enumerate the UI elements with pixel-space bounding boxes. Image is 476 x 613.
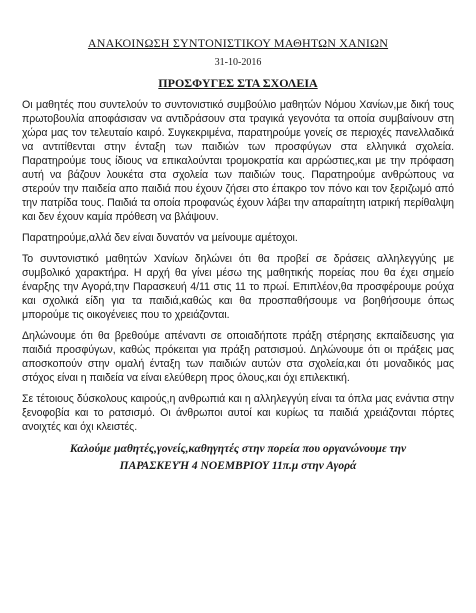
paragraph-actions: Το συντονιστικό μαθητών Χανίων δηλώνει ότι θα προβεί σε δράσεις αλληλεγγύης με συμβολικό χαρακτήρα. Η αρχή θα γίνει μέσω της μαθητικής πορείας που θα έχει σημείο έναρξης την Αγορά,την Παρασκευή 4/11 στις 11 το πρωί. Επιπλέον,θα προσφέρουμε ρούχα και σχολικά είδη για τα παιδιά,καθώς και θα προσπαθήσουμε να βοηθήσουμε όπως μπορούμε τις οικογένειες που το χρειάζονται. <box>22 253 454 321</box>
announcement-heading: ΑΝΑΚΟΙΝΩΣΗ ΣΥΝΤΟΝΙΣΤΙΚΟΥ ΜΑΘΗΤΩΝ ΧΑΝΙΩΝ <box>87 36 389 50</box>
closing-line-date: ΠΑΡΑΣΚΕΥΉ 4 ΝΟΕΜΒΡΙΟΥ 11π.μ στην Αγορά <box>119 460 357 472</box>
paragraph-observation: Παρατηρούμε,αλλά δεν είναι δυνατόν να μείνουμε αμέτοχοι. <box>22 232 298 244</box>
closing-call <box>22 441 454 475</box>
announcement-date: 31-10-2016 <box>214 57 262 68</box>
announcement-title: ΠΡΟΣΦΥΓΕΣ ΣΤΑ ΣΧΟΛΕΙΑ <box>158 76 318 90</box>
closing-line-invitation: Καλούμε μαθητές,γονείς,καθηγητές στην πορεία που οργανώνουμε την <box>69 443 407 455</box>
paragraph-solidarity: Σε τέτοιους δύσκολους καιρούς,η ανθρωπιά και η αλληλεγγύη είναι τα όπλα μας ενάντια στην ξενοφοβία και το ρατσισμό. Οι άνθρωποι αυτοί και κυρίως τα παιδιά χρειάζονται πόρτες ανοιχτές και όχι κλειστές. <box>22 393 454 433</box>
paragraph-intro: Οι μαθητές που συντελούν το συντονιστικό συμβούλιο μαθητών Νόμου Χανίων,με δική τους πρωτοβουλία αποφάσισαν να αντιδράσουν στα τραγικά γεγονότα τα οποία συμβαίνουν στη χώρα μας τον τελευταίο καιρό. Συγκεκριμένα, παρατηρούμε γονείς σε περιοχές πανελλαδικά να αντιτίθενται στην ένταξη των παιδιών των προσφύγων στα ελληνικά σχολεία. Παρατηρούμε τους ίδιους να επικαλούνται τρομοκρατία και αρρώστιες,και με την πρόφαση αυτή να βάζουν λουκέτα στα σχολεία των παιδιών τους. Παρατηρούμε ανθρώπους να στερούν την παιδεία απο παιδιά που έχουν ζήσει στο έπακρο τον πόνο και τον ξεριζωμό από την πατρίδα τους. Παιδιά τα οποία προφανώς έχουν λάβει την απαραίτητη ιατρική περίθαλψη και δεν έχουν καμία πρόθεση να βλάψουν. <box>22 99 454 223</box>
paragraph-declaration: Δηλώνουμε ότι θα βρεθούμε απέναντι σε οποιαδήποτε πράξη στέρησης εκπαίδευσης για παιδιά προσφύγων, καθώς πρόκειται για πράξη ρατσισμού. Δηλώνουμε ότι οι πράξεις μας αποσκοπούν στην ομαλή ένταξη των παιδιών αυτών στα σχολεία,και ότι μοναδικός μας στόχος είναι η παιδεία να είναι ελεύθερη προς όλους,και όχι επιλεκτική. <box>22 330 454 384</box>
